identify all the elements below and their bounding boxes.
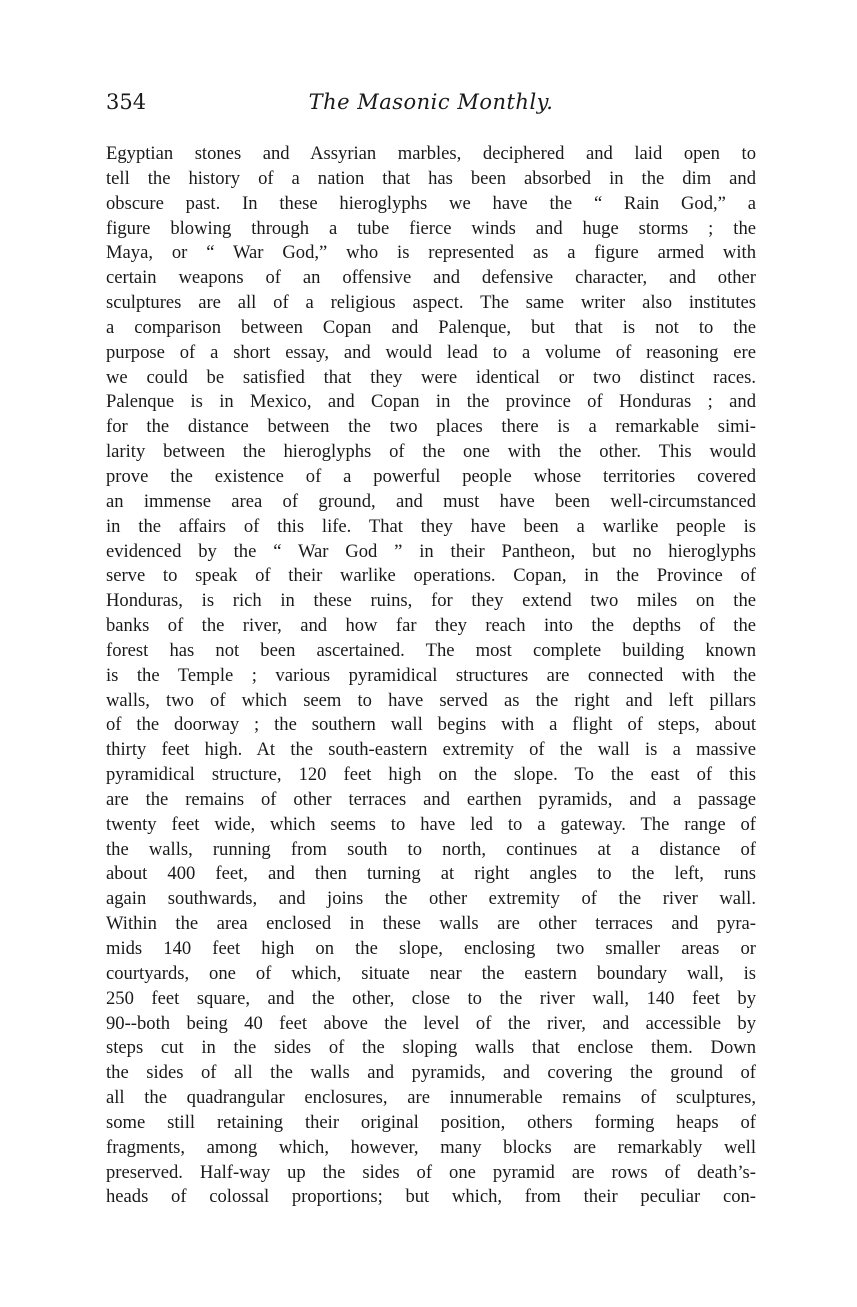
text-line: larity between the hieroglyphs of the one with the other. This would [106,441,756,463]
text-line: forest has not been ascertained. The most complete building known [106,639,756,661]
text-line: Palenque is in Mexico, and Copan in the province of Honduras ; and [106,391,756,413]
text-line: again southwards, and joins the other extremity of the river wall. [106,888,756,910]
page-number: 354 [106,90,147,114]
body-text [106,142,756,1210]
running-head [106,86,756,118]
text-line: fragments, among which, however, many blocks are remarkably well [106,1136,756,1158]
text-line: all the quadrangular enclosures, are innumerable remains of sculptures, [106,1087,756,1109]
text-line: thirty feet high. At the south-eastern extremity of the wall is a massive [106,739,756,761]
text-line: prove the existence of a powerful people whose territories covered [106,465,756,487]
text-line: Honduras, is rich in these ruins, for they extend two miles on the [106,590,756,612]
text-line: figure blowing through a tube fierce winds and huge storms ; the [106,217,756,239]
text-line: in the affairs of this life. That they have been a warlike people is [106,515,756,537]
text-line: tell the history of a nation that has been absorbed in the dim and [106,167,756,189]
text-line: a comparison between Copan and Palenque, but that is not to the [106,316,756,338]
text-line: sculptures are all of a religious aspect. The same writer also institutes [106,292,756,314]
text-line: pyramidical structure, 120 feet high on the slope. To the east of this [106,764,756,786]
text-line: heads of colossal proportions; but which, from their peculiar con- [106,1186,756,1208]
text-line: the sides of all the walls and pyramids, and covering the ground of [106,1062,756,1084]
text-line: are the remains of other terraces and earthen pyramids, and a passage [106,788,756,810]
text-line: certain weapons of an offensive and defensive character, and other [106,267,756,289]
text-line: Egyptian stones and Assyrian marbles, deciphered and laid open to [106,143,756,164]
journal-title: The Masonic Monthly. [308,90,554,114]
text-line: we could be satisfied that they were identical or two distinct races. [106,366,756,388]
text-line: for the distance between the two places there is a remarkable simi- [106,416,756,438]
text-line: 90--both being 40 feet above the level of the river, and accessible by [106,1012,756,1034]
text-line: some still retaining their original position, others forming heaps of [106,1111,756,1133]
text-line: obscure past. In these hieroglyphs we have the “ Rain God,” a [106,192,756,214]
text-line: an immense area of ground, and must have been well-circumstanced [106,490,756,512]
text-line: steps cut in the sides of the sloping walls that enclose them. Down [106,1037,756,1059]
text-line: is the Temple ; various pyramidical structures are connected with the [106,664,756,686]
text-line: courtyards, one of which, situate near the eastern boundary wall, is [106,962,756,984]
text-line: walls, two of which seem to have served as the right and left pillars [106,689,756,711]
text-line: of the doorway ; the southern wall begins with a flight of steps, about [106,714,756,736]
text-line: 250 feet square, and the other, close to the river wall, 140 feet by [106,987,756,1009]
text-line: about 400 feet, and then turning at right angles to the left, runs [106,863,756,885]
text-line: the walls, running from south to north, continues at a distance of [106,838,756,860]
text-line: twenty feet wide, which seems to have led to a gateway. The range of [106,813,756,835]
text-line: purpose of a short essay, and would lead to a volume of reasoning ere [106,341,756,363]
text-line: Maya, or “ War God,” who is represented as a figure armed with [106,242,756,264]
text-line: mids 140 feet high on the slope, enclosing two smaller areas or [106,938,756,959]
text-line: preserved. Half-way up the sides of one pyramid are rows of death’s- [106,1161,756,1183]
text-line: banks of the river, and how far they reach into the depths of the [106,615,756,637]
text-line: evidenced by the “ War God ” in their Pantheon, but no hieroglyphs [106,540,756,562]
text-line: serve to speak of their warlike operations. Copan, in the Province of [106,565,756,587]
text-line: Within the area enclosed in these walls are other terraces and pyra- [106,913,756,935]
